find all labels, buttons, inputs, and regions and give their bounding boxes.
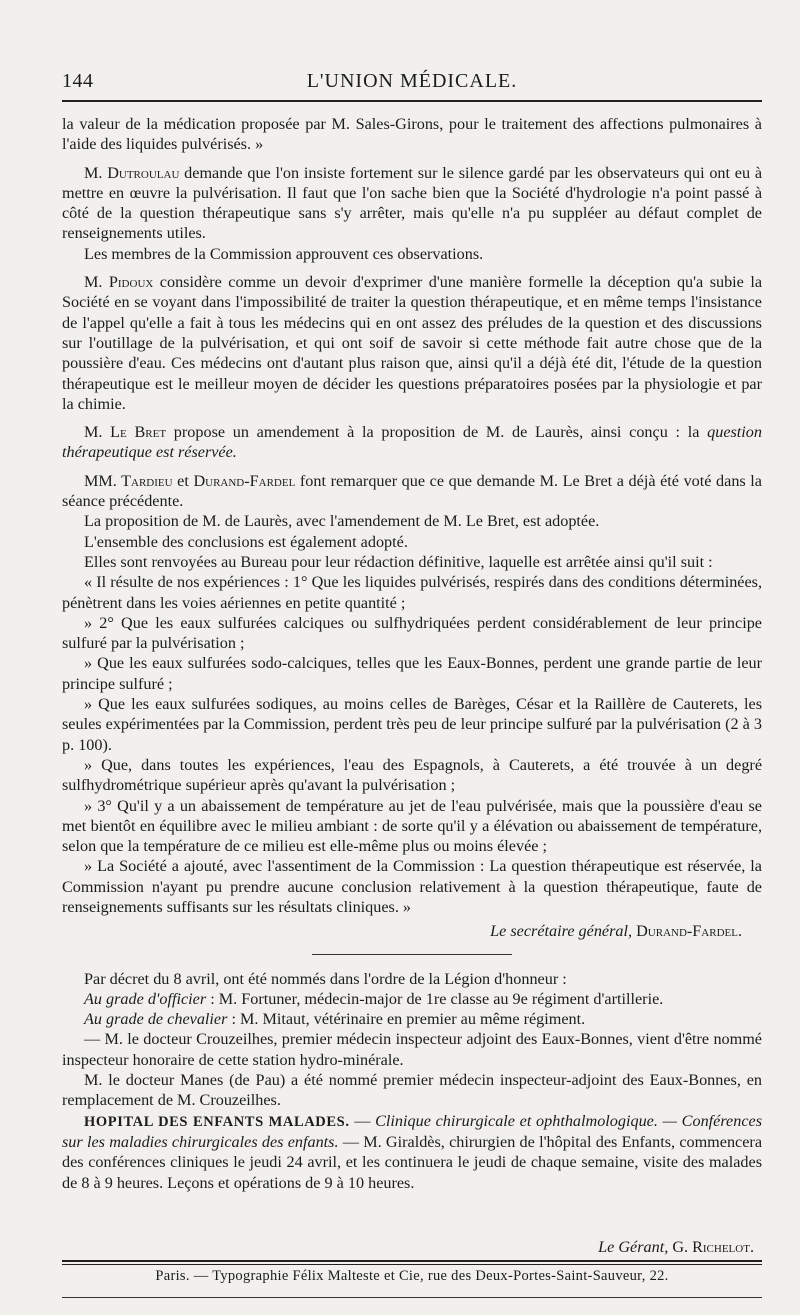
- gerant-role: Le Gérant,: [598, 1238, 673, 1256]
- gerant-signature: [62, 1238, 762, 1257]
- paragraph-6-text: font remarquer que ce que demande M. Le Bret a déjà été voté dans la séance précédente.: [62, 471, 762, 511]
- news-2: [62, 989, 762, 1009]
- footer-rule-thin: [62, 1264, 762, 1265]
- speaker-le-bret: M. Le Bret: [84, 423, 167, 442]
- speaker-pidoux: M. Pidoux: [84, 273, 154, 292]
- signature-role: Le secrétaire général,: [490, 922, 637, 941]
- header-rule: [62, 100, 762, 102]
- gerant-name: G. Richelot.: [672, 1238, 754, 1256]
- news-6-heading: HOPITAL DES ENFANTS MALADES.: [84, 1113, 350, 1130]
- bottom-rule: [62, 1297, 762, 1298]
- news-3-text: : M. Mitaut, vétérinaire en premier au même régiment.: [227, 1010, 586, 1029]
- printer-imprint: Paris. — Typographie Félix Malteste et Cie, rue des Deux-Portes-Saint-Sauveur, 22.: [155, 1268, 669, 1284]
- paragraph-1: la valeur de la médication proposée par M. Sales-Girons, pour le traitement des affections pulmonaires à l'aide des liquides pulvérisés. »: [62, 115, 762, 154]
- conclusion-2: » 2° Que les eaux sulfurées calciques ou sulfhydriquées perdent considérablement de leur principe sulfuré par la pulvérisation ;: [62, 613, 762, 653]
- page-number: 144: [62, 70, 94, 92]
- section-divider: [312, 954, 512, 955]
- news-6-text: — M. Giraldès, chirurgien de l'hôpital des Enfants, commencera des conférences cliniques le jeudi 24 avril, et les continuera le jeudi de chaque semaine, visite des malades de 8 à 9 heures. Leçons et opérations de 9 à 10 heures.: [62, 1132, 762, 1192]
- paragraph-4: [62, 272, 762, 414]
- paragraph-5-text: propose un amendement à la proposition de M. de Laurès, ainsi conçu : la: [166, 423, 708, 442]
- news-6-dash: —: [349, 1111, 376, 1130]
- news-5: M. le docteur Manes (de Pau) a été nommé premier médecin inspecteur-adjoint des Eaux-Bonnes, en remplacement de M. Crouzeilhes.: [62, 1071, 762, 1110]
- news-3-label: Au grade de chevalier: [84, 1010, 228, 1029]
- conclusion-6: » 3° Qu'il y a un abaissement de température au jet de l'eau pulvérisée, mais que la poussière d'eau se met bientôt en équilibre avec le milieu ambiant : de sorte qu'il y a élévation ou abaissement de température, selon que la température de ce milieu est elle-même plus ou moins élevée ;: [62, 796, 762, 856]
- paragraph-2: [62, 163, 762, 244]
- paragraph-3: Les membres de la Commission approuvent ces observations.: [84, 244, 484, 263]
- speaker-tardieu: MM. Tardieu: [84, 471, 173, 490]
- news-2-text: : M. Fortuner, médecin-major de 1re classe au 9e régiment d'artillerie.: [206, 989, 664, 1008]
- conclusion-1: « Il résulte de nos expériences : 1° Que les liquides pulvérisés, respirés dans des conditions déterminées, pénètrent dans les voies aériennes en petite quantité ;: [62, 573, 762, 612]
- paragraph-8: L'ensemble des conclusions est également adopté.: [84, 532, 408, 551]
- conclusion-5: » Que, dans toutes les expériences, l'eau des Espagnols, à Cauterets, a été trouvée à un degré sulfhydrométrique supérieur après qu'avant la pulvérisation ;: [62, 755, 762, 795]
- speaker-dutroulau: M. Dutroulau: [84, 163, 180, 182]
- paragraph-7: La proposition de M. de Laurès, avec l'amendement de M. Le Bret, est adoptée.: [84, 512, 600, 531]
- signature-name: Durand-Fardel.: [636, 922, 742, 941]
- paragraph-6: [62, 471, 762, 512]
- speaker-durand-fardel: Durand-Fardel: [193, 471, 296, 490]
- news-6: [62, 1111, 762, 1193]
- paragraph-6-mid: et: [172, 471, 194, 490]
- secretary-signature: [62, 921, 762, 941]
- news-1: Par décret du 8 avril, ont été nommés dans l'ordre de la Légion d'honneur :: [84, 969, 567, 988]
- footer-rule-thick: [62, 1260, 762, 1262]
- conclusion-4: » Que les eaux sulfurées sodiques, au moins celles de Barèges, César et la Raillère de Cauterets, les seules expérimentées par la Commission, perdent très peu de leur principe sulfuré par la pulvérisation (2 à 3 p. 100).: [62, 695, 762, 754]
- page-header: [62, 0, 762, 92]
- conclusion-7: » La Société a ajouté, avec l'assentiment de la Commission : La question thérapeutique est réservée, la Commission n'ayant pu prendre aucune conclusion relativement à la question thérapeutique, faute de renseignements suffisants sur les résultats cliniques. »: [62, 857, 762, 916]
- news-6-italic: Clinique chirurgicale et ophthalmologique. — Conférences sur les maladies chirurgicales des enfants.: [62, 1111, 762, 1151]
- paragraph-9: Elles sont renvoyées au Bureau pour leur rédaction définitive, laquelle est arrêtée ainsi qu'il suit :: [84, 552, 713, 571]
- paragraph-5-italic: question thérapeutique est réservée.: [62, 423, 762, 462]
- paragraph-2-text: demande que l'on insiste fortement sur le silence gardé par les observateurs qui ont eu à mettre en œuvre la pulvérisation. Il faut que l'on sache bien que la Société d'hydrologie n'a point passé à côté de la question thérapeutique sans s'y arrêter, mais qu'elle n'a pu suppléer au défaut complet de renseignements utiles.: [62, 163, 763, 243]
- news-2-label: Au grade d'officier: [84, 989, 207, 1008]
- conclusion-3: » Que les eaux sulfurées sodo-calciques, telles que les Eaux-Bonnes, perdent une grande partie de leur principe sulfuré ;: [62, 654, 762, 693]
- article-body: [62, 114, 762, 1193]
- paragraph-4-text: considère comme un devoir d'exprimer d'une manière formelle la déception qu'a subie la Société en se voyant dans l'impossibilité de traiter la question thérapeutique, et en même temps l'insistance de l'appel qu'elle a fait à tous les médecins qui en ont assez des préludes de la question et des discussions sur l'outillage de la pulvérisation, et qui ont soif de savoir si cette méthode fait autre chose que de la poussière d'eau. Ces médecins ont d'autant plus raison que, ainsi qu'il a déjà été dit, l'étude de la question thérapeutique est le meilleur moyen de décider les questions préparatoires posées par la physiologie et par la chimie.: [62, 273, 762, 413]
- news-3: [62, 1009, 762, 1029]
- news-4: — M. le docteur Crouzeilhes, premier médecin inspecteur adjoint des Eaux-Bonnes, vient d'être nommé inspecteur honoraire de cette station hydro-minérale.: [62, 1030, 762, 1069]
- running-title: L'UNION MÉDICALE.: [306, 70, 518, 92]
- paragraph-5: [62, 422, 762, 463]
